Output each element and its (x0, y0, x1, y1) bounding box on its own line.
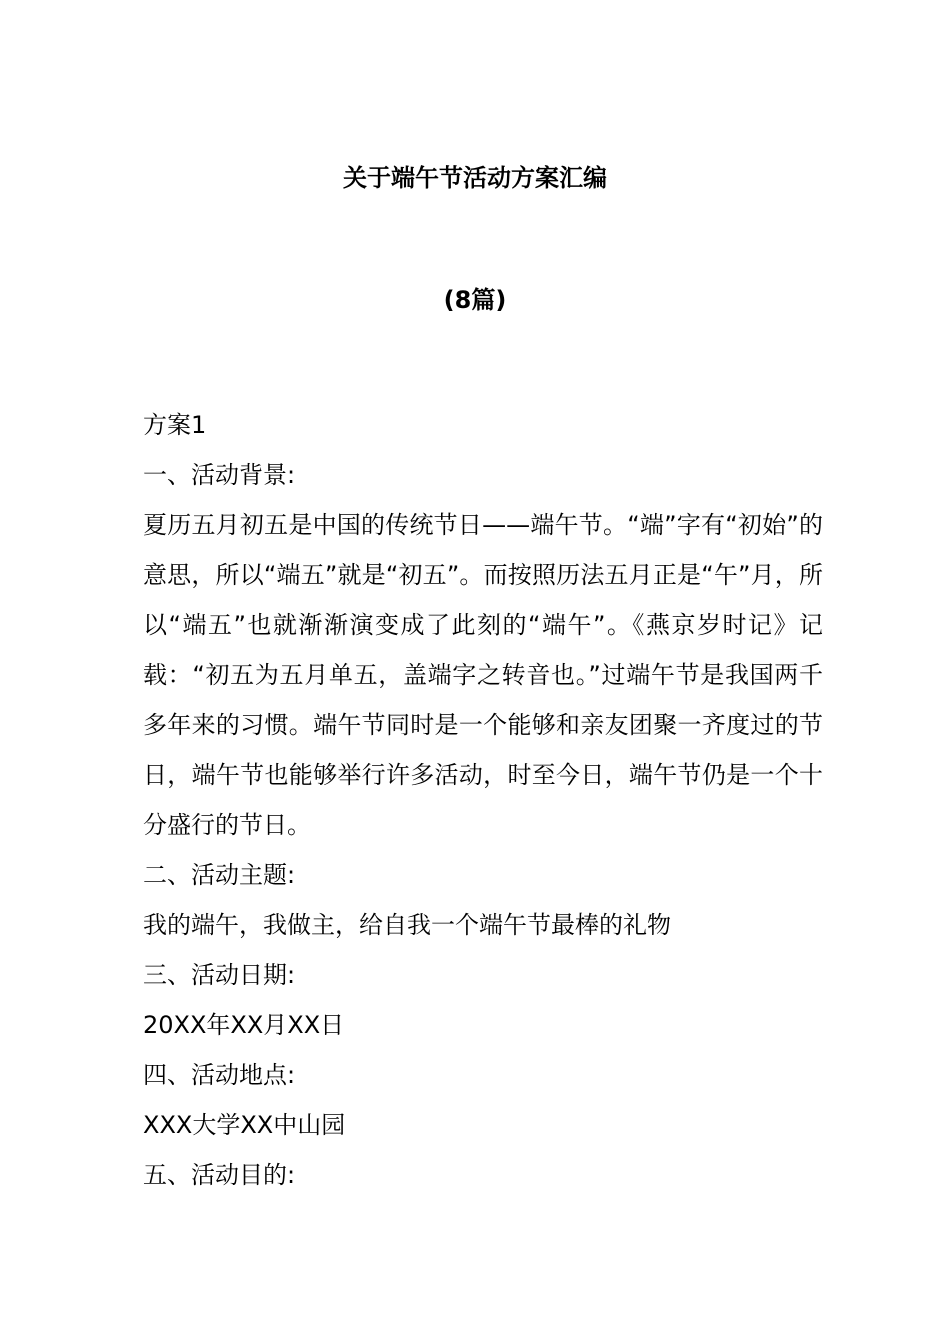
plan-label: 方案1 (143, 411, 207, 439)
section-heading-theme: 二、活动主题: (143, 861, 296, 889)
section-heading-purpose: 五、活动目的: (143, 1161, 296, 1189)
section-content-location: XXX大学XX中山园 (143, 1111, 346, 1139)
section-heading-date: 三、活动日期: (143, 961, 296, 989)
section-content-theme: 我的端午，我做主，给自我一个端午节最棒的礼物 (143, 911, 671, 939)
section-content-background: 夏历五月初五是中国的传统节日——端午节。“端”字有“初始”的意思，所以“端五”就是“初五”。而按照历法五月正是“午”月，所以“端五”也就渐渐演变成了此刻的“端午”。《燕京岁时记》记载：“初五为五月单五，盖端字之转音也。”过端午节是我国两千多年来的习惯。端午节同时是一个能够和亲友团聚一齐度过的节日，端午节也能够举行许多活动，时至今日，端午节仍是一个十分盛行的节日。 (143, 511, 823, 839)
section-heading-location: 四、活动地点: (143, 1061, 296, 1089)
document-title: 关于端午节活动方案汇编 (343, 164, 607, 192)
document-subtitle: (8篇) (443, 286, 507, 314)
document-body (143, 400, 823, 1200)
section-content-date: 20XX年XX月XX日 (143, 1011, 345, 1039)
section-heading-background: 一、活动背景: (143, 461, 296, 489)
